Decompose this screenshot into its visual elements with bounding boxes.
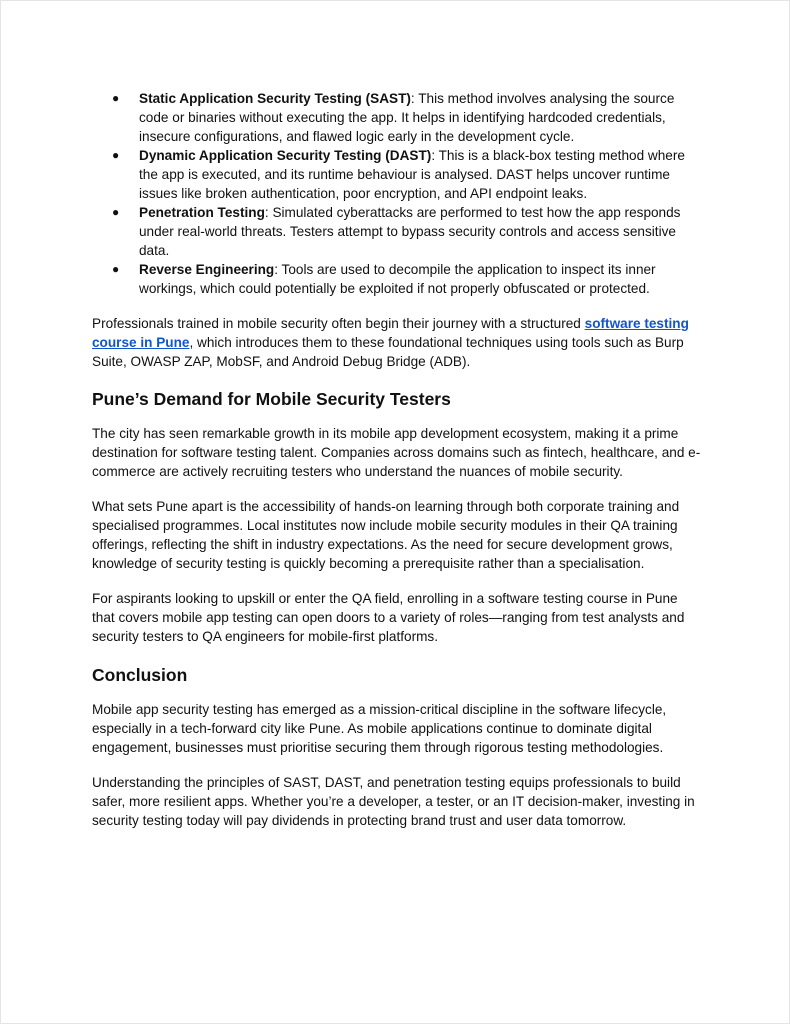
technique-term: Static Application Security Testing (SAST): [139, 91, 411, 106]
list-item: [92, 146, 702, 203]
intro-text-before: Professionals trained in mobile security often begin their journey with a structured: [92, 316, 585, 331]
technique-term: Reverse Engineering: [139, 262, 275, 277]
technique-description: : This method involves analysing the source code or binaries without executing the app. It helps in identifying hardcoded credentials, insecure configurations, and flawed logic early in the development cycle.: [139, 91, 675, 144]
list-item: [92, 89, 702, 146]
conclusion-paragraph: Understanding the principles of SAST, DAST, and penetration testing equips professionals to build safer, more resilient apps. Whether you’re a developer, a tester, or an IT decision-maker, investing in security testing today will pay dividends in protecting brand trust and user data tomorrow.: [92, 775, 695, 828]
bullet-icon: ●: [112, 262, 120, 276]
technique-description: : This is a black-box testing method where the app is executed, and its runtime behaviour is analysed. DAST helps uncover runtime issues like broken authentication, poor encryption, and API endpoint leaks.: [139, 148, 685, 201]
list-item: [92, 260, 702, 298]
list-item: [92, 203, 702, 260]
techniques-list: [92, 89, 702, 298]
intro-paragraph: [92, 314, 702, 371]
technique-term: Dynamic Application Security Testing (DAST): [139, 148, 432, 163]
conclusion-paragraph: Mobile app security testing has emerged as a mission-critical discipline in the software lifecycle, especially in a tech-forward city like Pune. As mobile applications continue to dominate digital engagement, businesses must prioritise securing them through rigorous testing methodologies.: [92, 702, 667, 755]
bullet-icon: ●: [112, 205, 120, 219]
software-testing-course-link[interactable]: software testing course in Pune: [92, 316, 689, 350]
bullet-icon: ●: [112, 148, 120, 162]
intro-text-after: , which introduces them to these foundational techniques using tools such as Burp Suite, OWASP ZAP, MobSF, and Android Debug Bridge (ADB).: [92, 335, 684, 369]
section-heading-demand: Pune’s Demand for Mobile Security Testers: [92, 389, 451, 409]
demand-paragraph: The city has seen remarkable growth in its mobile app development ecosystem, making it a prime destination for software testing talent. Companies across domains such as fintech, healthcare, and e-commerce are actively recruiting testers who understand the nuances of mobile security.: [92, 426, 701, 479]
section-heading-conclusion: Conclusion: [92, 665, 188, 685]
document-content: [92, 89, 702, 830]
technique-description: : Simulated cyberattacks are performed to test how the app responds under real-world threats. Testers attempt to bypass security controls and access sensitive data.: [139, 205, 681, 258]
demand-paragraph: For aspirants looking to upskill or enter the QA field, enrolling in a software testing course in Pune that covers mobile app testing can open doors to a variety of roles—ranging from test analysts and security testers to QA engineers for mobile-first platforms.: [92, 591, 685, 644]
technique-description: : Tools are used to decompile the application to inspect its inner workings, which could potentially be exploited if not properly obfuscated or protected.: [139, 262, 656, 296]
demand-paragraph: What sets Pune apart is the accessibility of hands-on learning through both corporate training and specialised programmes. Local institutes now include mobile security modules in their QA training offerings, reflecting the shift in industry expectations. As the need for secure development grows, knowledge of security testing is quickly becoming a prerequisite rather than a specialisation.: [92, 499, 680, 571]
bullet-icon: ●: [112, 91, 120, 105]
technique-term: Penetration Testing: [139, 205, 265, 220]
